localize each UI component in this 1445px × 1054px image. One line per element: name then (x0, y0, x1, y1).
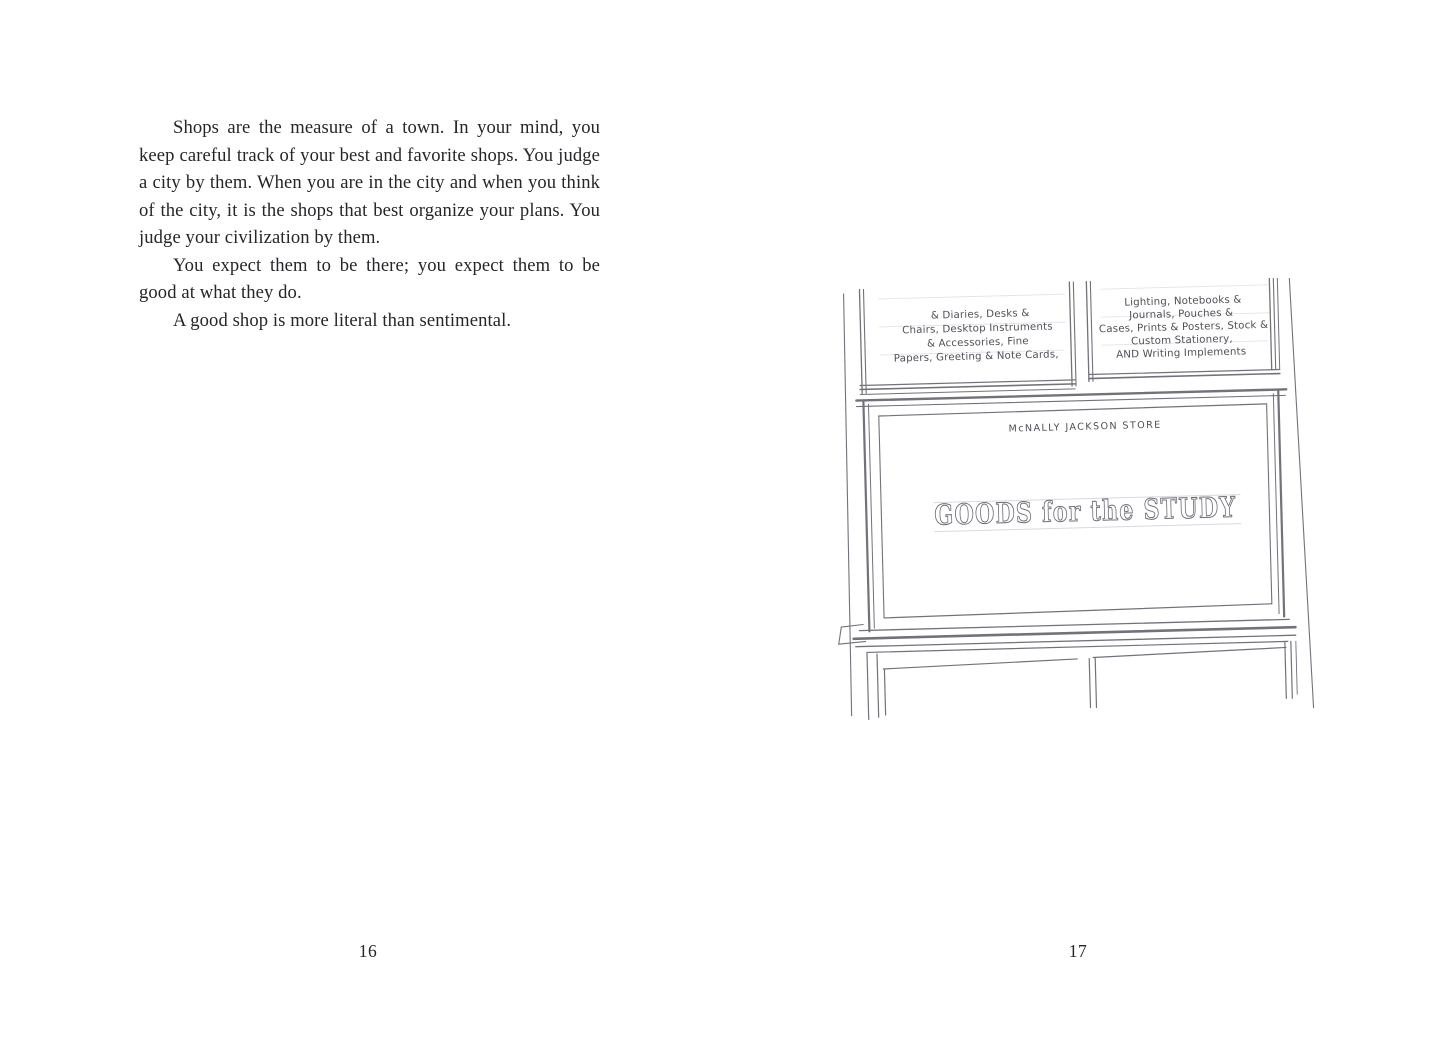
lower-panels (867, 641, 1298, 719)
goods-for-the-study-sign: GOODS for the STUDY (933, 488, 1316, 532)
transom-right-line-2: Journals, Pouches & (1129, 307, 1234, 322)
transom-left-line-1: & Diaries, Desks & (930, 308, 1030, 322)
transom-text-right (1098, 294, 1269, 361)
paragraph: Shops are the measure of a town. In your mind, you keep careful track of your best and favorite shops. You judge a city by them. When you are in the city and when you think of the city, it is the shops that best organize your plans. You judge your civilization by them. (139, 117, 600, 248)
transom-right-line-4: Custom Stationery, (1130, 333, 1233, 348)
left-page-text (139, 114, 600, 334)
paragraph: A good shop is more literal than sentimental. (173, 309, 512, 331)
window-mullion (1069, 281, 1093, 386)
transom-text-left (893, 307, 1059, 364)
transom-right-line-3: Cases, Prints & Posters, Stock & (1098, 319, 1269, 336)
storefront-illustration (822, 278, 1322, 723)
transom-right-line-1: Lighting, Notebooks & (1124, 294, 1242, 309)
transom-left-line-3: & Accessories, Fine (926, 336, 1029, 350)
transom-left-line-2: Chairs, Desktop Instruments (902, 321, 1053, 337)
store-name-label: McNALLY JACKSON STORE (1008, 419, 1162, 435)
page-number-right: 17 (1068, 941, 1088, 961)
page-number-left: 16 (358, 941, 378, 961)
transom-right-line-5: AND Writing Implements (1116, 346, 1247, 361)
window-sill (838, 613, 1295, 647)
transom-left-line-4: Papers, Greeting & Note Cards, (893, 349, 1059, 365)
paragraph: You expect them to be there; you expect them to be good at what they do. (139, 254, 600, 303)
